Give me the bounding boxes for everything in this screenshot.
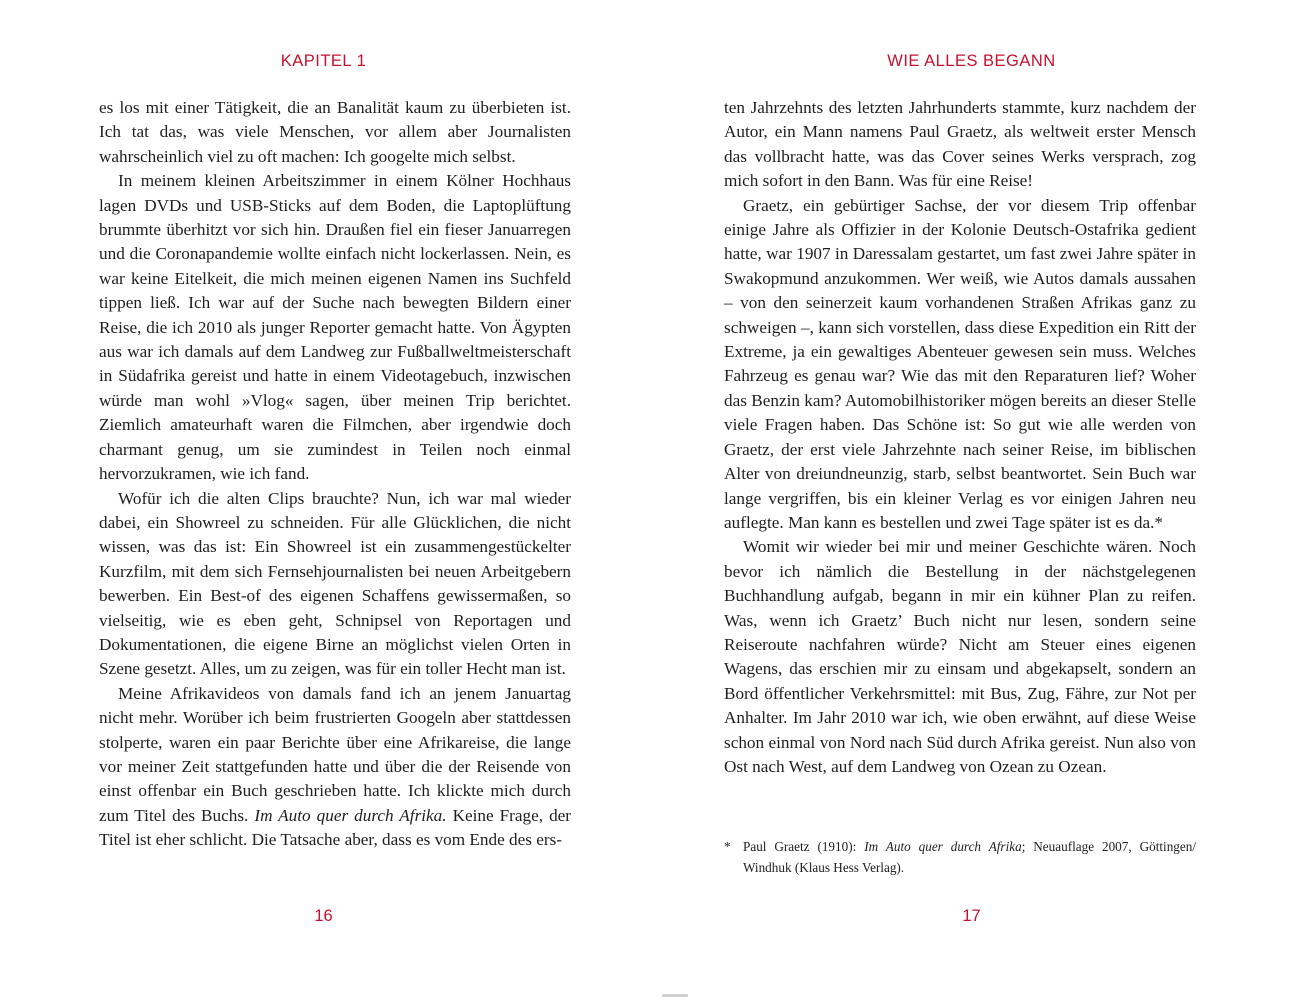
book-title: Im Auto quer durch Afrika.	[254, 805, 447, 825]
paragraph: Graetz, ein gebürtiger Sachse, der vor diesem Trip offenbar einige Jahre als Offizier in der Kolonie Deutsch-Ostafrika gedient hatte, war 1907 in Daressalam gestartet, um fast zwei Jahre später in Swakopmund anzukommen. Wer weiß, wie Autos damals aussahen – von den seinerzeit kaum vorhandenen Straßen Afrikas ganz zu schweigen –, kann sich vorstellen, dass diese Expedition ein Ritt der Extreme, ja ein gewaltiges Abenteuer gewesen sein muss. Welches Fahrzeug es genau war? Wie das mit den Reparaturen lief? Woher das Benzin kam? Automobilhistoriker mögen bereits an dieser Stelle viele Fragen haben. Das Schöne ist: So gut wie alle werden von Graetz, der erst viele Jahrzehnte nach seiner Reise, im biblischen Alter von dreiundneunzig, starb, selbst beantwortet. Sein Buch war lange vergriffen, bis ein kleiner Verlag es vor einigen Jahren neu auflegte. Man kann es bestellen und zwei Tage später ist es da.*	[724, 195, 1196, 532]
footnote-text: ; Neuauflage 2007, Göttingen/ Windhuk (Klaus Hess Verlag).	[743, 839, 1196, 875]
paragraph-text: Keine Frage, der Titel ist eher schlicht. Die Tatsache aber, dass es vom Ende des ers-	[99, 805, 572, 850]
right-body-text	[724, 96, 1196, 779]
footnote-mark: *	[724, 839, 731, 854]
paragraph: ten Jahrzehnts des letzten Jahrhunderts stammte, kurz nachdem der Autor, ein Mann namens Paul Graetz, als weltweit erster Mensch das vollbracht hatte, was das Cover seines Werks versprach, zog mich sofort in den Bann. Was für eine Reise!	[724, 98, 1196, 191]
left-body-text	[99, 96, 571, 853]
left-page	[0, 0, 647, 1000]
fold-mark	[662, 994, 688, 997]
paragraph: es los mit einer Tätigkeit, die an Banalität kaum zu überbieten ist. Ich tat das, was viele Menschen, vor allem aber Journalisten wahrscheinlich viel zu oft machen: Ich googelte mich selbst.	[99, 98, 571, 166]
footnote-book-title: Im Auto quer durch Afrika	[864, 839, 1022, 854]
right-page	[648, 0, 1295, 1000]
paragraph: Womit wir wieder bei mir und meiner Geschichte wären. Noch bevor ich nämlich die Bestellung in der nächstgelegenen Buchhandlung aufgab, begann in mir ein kühner Plan zu reifen. Was, wenn ich Graetz’ Buch nicht nur lesen, sondern seine Reiseroute nachfahren würde? Nicht am Steuer eines eigenen Wagens, das erschien mir zu einsam und abgekapselt, sondern an Bord öffentlicher Verkehrsmittel: mit Bus, Zug, Fähre, zur Not per Anhalter. Im Jahr 2010 war ich, wie oben erwähnt, auf diese Weise schon einmal von Nord nach Süd durch Afrika gereist. Nun also von Ost nach West, auf dem Landweg von Ozean zu Ozean.	[724, 537, 1196, 776]
footnote-text: Paul Graetz (1910):	[743, 839, 865, 854]
running-head-right: WIE ALLES BEGANN	[887, 52, 1056, 70]
page-number-right: 17	[962, 907, 981, 925]
paragraph: In meinem kleinen Arbeitszimmer in einem Kölner Hochhaus lagen DVDs und USB-Sticks auf dem Boden, die Laptoplüftung brummte überhitzt vor sich hin. Draußen fiel ein fieser Januarregen und die Coronapandemie wollte einfach nicht lockerlassen. Nein, es war keine Eitelkeit, die mich meinen eigenen Namen ins Suchfeld tippen ließ. Ich war auf der Suche nach bewegten Bildern einer Reise, die ich 2010 als junger Reporter gemacht hatte. Von Ägypten aus war ich damals auf dem Landweg zur Fußballweltmeisterschaft in Südafrika gereist und hatte in einem Videotagebuch, inzwischen würde man wohl »Vlog« sagen, über meinen Trip berichtet. Ziemlich amateurhaft waren die Filmchen, aber irgendwie doch charmant genug, um sie zumindest in Teilen noch einmal hervorzukramen, wie ich fand.	[99, 171, 571, 484]
paragraph: Wofür ich die alten Clips brauchte? Nun, ich war mal wieder dabei, ein Showreel zu schneiden. Für alle Glücklichen, die nicht wissen, was das ist: Ein Showreel ist ein zusammengestückelter Kurzfilm, mit dem sich Fernsehjournalisten bei neuen Arbeitgebern bewerben. Ein Best-of des eigenen Schaffens gewissermaßen, so vielseitig, wie es eben geht, Schnipsel von Reportagen und Dokumentationen, die eigene Birne an möglichst vielen Orten in Szene gesetzt. Alles, um zu zeigen, was für ein toller Hecht man ist.	[99, 488, 571, 679]
running-head-left: KAPITEL 1	[280, 52, 367, 70]
paragraph	[99, 682, 571, 853]
paragraph-text: Meine Afrikavideos von damals fand ich an jenem Januartag nicht mehr. Worüber ich beim frustrierten Googeln aber stattdessen stolperte, waren ein paar Berichte über eine Afrikareise, die lange vor meiner Zeit stattgefunden hatte und über die der Reisende von einst offenbar ein Buch geschrieben hatte. Ich klickte mich durch zum Titel des Buchs.	[99, 683, 571, 825]
footnote	[724, 836, 1196, 878]
page-number-left: 16	[314, 907, 333, 925]
